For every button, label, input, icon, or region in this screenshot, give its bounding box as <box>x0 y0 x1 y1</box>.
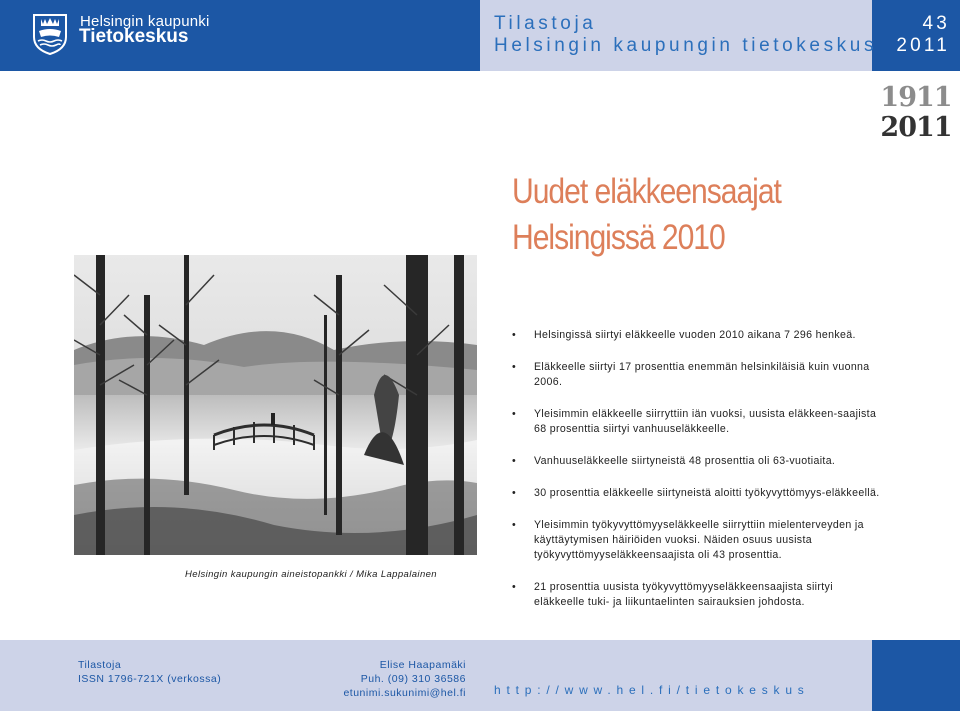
list-item <box>512 360 880 390</box>
bullet-icon: • <box>512 487 517 499</box>
footer-contact-name: Elise Haapamäki <box>379 659 466 671</box>
list-item-text: 21 prosenttia uusista työkyvyttömyyseläkkeensaajista siirtyi eläkkeelle tuki- ja liikuntaelinten sairauksien johdosta. <box>534 581 833 608</box>
helsinki-crest-icon <box>32 13 68 55</box>
footer-middle-band <box>480 640 872 711</box>
website-link[interactable]: http://www.hel.fi/tietokeskus <box>494 683 810 697</box>
footer-right-band <box>872 640 960 711</box>
list-item <box>512 580 880 610</box>
list-item <box>512 407 880 437</box>
list-item <box>512 486 880 501</box>
anniversary-year-start: 1911 <box>880 82 952 113</box>
list-item-text: 30 prosenttia eläkkeelle siirtyneistä aloitti työkyvyttömyys-eläkkeellä. <box>534 487 880 499</box>
org-name-line1: Helsingin kaupunki <box>80 13 210 30</box>
issue-number-value: 43 <box>922 13 950 34</box>
bullet-icon: • <box>512 455 517 467</box>
bullet-icon: • <box>512 329 517 341</box>
bullet-icon: • <box>512 519 517 531</box>
anniversary-logo <box>876 84 956 146</box>
page-title <box>512 169 781 261</box>
footer-series: Tilastoja <box>78 659 122 671</box>
bullet-icon: • <box>512 408 517 420</box>
winter-park-photo <box>74 255 477 555</box>
page-title-line1: Uudet eläkkeensaajat <box>512 172 781 211</box>
issue-number <box>872 13 950 57</box>
issue-year-value: 2011 <box>896 35 950 56</box>
list-item-text: Helsingissä siirtyi eläkkeelle vuoden 2010 aikana 7 296 henkeä. <box>534 329 856 341</box>
list-item <box>512 518 880 563</box>
anniversary-year-end: 2011 <box>880 112 952 143</box>
list-item-text: Eläkkeelle siirtyi 17 prosenttia enemmän helsinkiläisiä kuin vuonna 2006. <box>534 361 870 388</box>
footer-contact-phone: Puh. (09) 310 36586 <box>360 673 466 685</box>
list-item-text: Yleisimmin työkyvyttömyyseläkkeelle siirryttiin mielenterveyden ja käyttäytymisen häiriöiden vuoksi. Näiden osuus uusista työkyvyttömyyseläkkeensaajista oli 43 prosenttia. <box>534 519 864 561</box>
list-item <box>512 454 880 469</box>
page-title-line2: Helsingissä 2010 <box>512 218 725 257</box>
list-item-text: Vanhuuseläkkeelle siirtyneistä 48 prosenttia oli 63-vuotiaita. <box>534 455 836 467</box>
photo-caption: Helsingin kaupungin aineistopankki / Mika Lappalainen <box>185 569 437 580</box>
key-findings-list <box>512 328 880 627</box>
list-item <box>512 328 880 343</box>
bullet-icon: • <box>512 581 517 593</box>
series-title-line1: Tilastoja <box>494 13 597 34</box>
series-title <box>494 13 877 57</box>
series-title-line2: Helsingin kaupungin tietokeskus <box>494 35 878 56</box>
footer-issn: ISSN 1796-721X (verkossa) <box>78 673 222 685</box>
bullet-icon: • <box>512 361 517 373</box>
list-item-text: Yleisimmin eläkkeelle siirryttiin iän vuoksi, uusista eläkkeen-saajista 68 prosenttia siirtyi vanhuuseläkkeelle. <box>534 408 877 435</box>
footer-contact-email[interactable]: etunimi.sukunimi@hel.fi <box>343 687 466 699</box>
org-name-line2: Tietokeskus <box>79 26 189 47</box>
header-left-band <box>0 0 480 71</box>
